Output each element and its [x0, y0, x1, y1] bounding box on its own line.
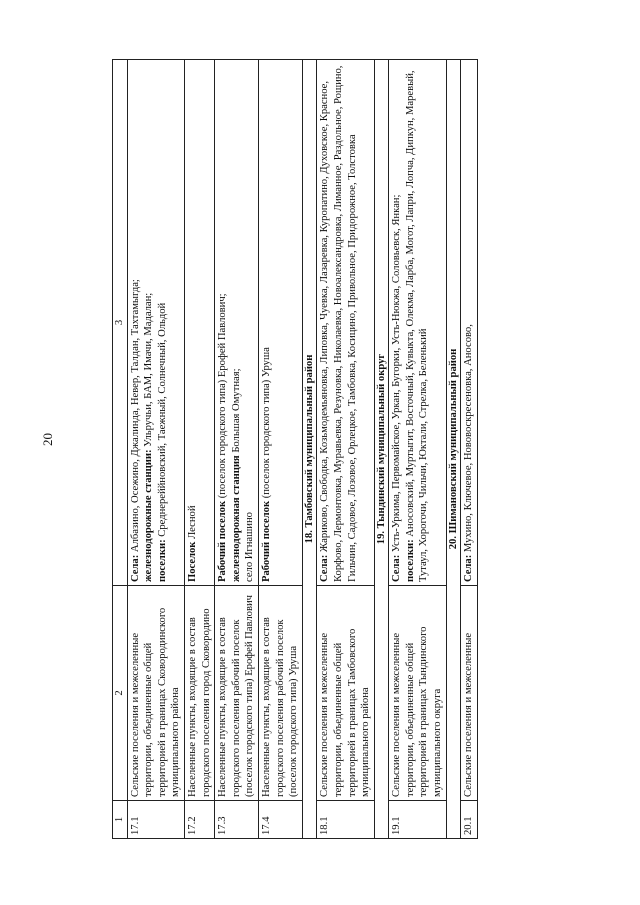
- row-settlements: [389, 60, 446, 586]
- section-header-19: [374, 60, 389, 839]
- settlement-list: (поселок городского типа) Уруша: [260, 347, 272, 501]
- row-number: 17.3: [215, 801, 259, 839]
- section-title: 19. Тындинский муниципальный округ: [374, 60, 389, 839]
- settlements-table: [112, 59, 478, 839]
- settlement-list: Усть-Уркима, Первомайское, Уркан, Бугорки, Усть-Нюкжа, Соловьевск, Янкан;: [391, 194, 403, 555]
- row-number: 18.1: [317, 801, 374, 839]
- section-header-20: [446, 60, 461, 839]
- settlement-list: Лесной: [186, 505, 198, 542]
- row-settlements: [461, 60, 478, 586]
- settlement-list: Мухино, Ключевое, Нововоскресеновка, Аносово,: [463, 324, 475, 555]
- page-number: 20: [40, 433, 55, 446]
- row-description: Сельские поселения и межселенные территории, объединенные общей территорией в границах Сковородинского муниципального района: [127, 586, 184, 801]
- section-title: 18. Тамбовский муниципальный район: [302, 60, 317, 839]
- settlement-type-label: железнодорожные станции:: [143, 449, 155, 582]
- row-description: Населенные пункты, входящие в состав городского поселения рабочий поселок (поселок городского типа) Уруша: [258, 586, 302, 801]
- settlement-type-label: Села:: [391, 554, 403, 582]
- settlement-list: Большая Омутная;: [230, 368, 242, 456]
- row-number: 17.4: [258, 801, 302, 839]
- row-settlements: [258, 60, 302, 586]
- row-settlements: [184, 60, 214, 586]
- row-number: 17.2: [184, 801, 214, 839]
- row-settlements: [215, 60, 259, 586]
- settlement-list: Албазино, Осежино, Джалинда, Невер, Талдан, Тахтамыгда;: [129, 279, 141, 555]
- table-row: [184, 60, 214, 839]
- settlement-type-label: Рабочий поселок: [260, 500, 272, 582]
- header-col-2: 2: [113, 586, 128, 801]
- settlement-list: Жариково, Свободка, Козьмодемьяновка, Липовка, Чуевка, Лазаревка, Куропатино, Духовское, Красное, Корфово, Лермонтовка, Муравьевка, Резуновка, Николаевка, Новоалександровка, Лиманное, Раздольное, Рощино, Гильчин, Садовое, Лозовое, Орлецкое, Тамбовка, Косицино, Привольное, Придорожное, Толстовка: [319, 65, 358, 582]
- row-description: Населенные пункты, входящие в состав городского поселения город Сковородино: [184, 586, 214, 801]
- section-header-18: [302, 60, 317, 839]
- settlement-type-label: железнодорожная станция: [230, 455, 242, 582]
- settlement-list: Аносовский, Муртыгит, Восточный, Кувыкта, Олекма, Ларба, Могот, Лапри, Лопча, Дипкун, Маревый, Тутаул, Хорогочи, Чильчи, Юктали, Стрелка, Беленький: [404, 70, 430, 582]
- section-title: 20. Шимановский муниципальный район: [446, 60, 461, 839]
- settlement-type-label: Поселок: [186, 541, 198, 582]
- header-col-3: 3: [113, 60, 128, 586]
- settlement-list: (поселок городского типа) Ерофей Павлович;: [217, 293, 229, 501]
- settlement-type-label: поселки:: [156, 539, 168, 582]
- settlement-list: Среднереййновский, Таежный, Солнечный, Ольдой: [156, 302, 168, 540]
- row-description: Сельские поселения и межселенные: [461, 586, 478, 801]
- settlement-type-label: Села:: [319, 554, 331, 582]
- settlement-list: Ульручьи, БАМ, Имачи, Мадалан;: [143, 292, 155, 450]
- row-number: 19.1: [389, 801, 446, 839]
- row-description: Сельские поселения и межселенные территории, объединенные общей территорией в границах Тындинского муниципального округа: [389, 586, 446, 801]
- table-header-row: [113, 60, 128, 839]
- settlement-type-label: поселки:: [404, 539, 416, 582]
- rotated-page-content: [112, 59, 478, 839]
- table-row: [215, 60, 259, 839]
- header-col-1: 1: [113, 801, 128, 839]
- section-17-rows: [127, 60, 302, 839]
- table-row: [389, 60, 446, 839]
- table-row: [461, 60, 478, 839]
- settlement-list: село Игнашино: [244, 512, 256, 582]
- row-description: Сельские поселения и межселенные территории, объединенные общей территорией в границах Тамбовского муниципального района: [317, 586, 374, 801]
- settlement-type-label: Рабочий поселок: [217, 500, 229, 582]
- row-number: 20.1: [461, 801, 478, 839]
- settlement-type-label: Села:: [463, 554, 475, 582]
- table-row: [317, 60, 374, 839]
- table-row: [127, 60, 184, 839]
- settlement-type-label: Села:: [129, 554, 141, 582]
- table-row: [258, 60, 302, 839]
- row-settlements: [127, 60, 184, 586]
- row-description: Населенные пункты, входящие в состав городского поселения рабочий поселок (поселок городского типа) Ерофей Павлович: [215, 586, 259, 801]
- row-settlements: [317, 60, 374, 586]
- row-number: 17.1: [127, 801, 184, 839]
